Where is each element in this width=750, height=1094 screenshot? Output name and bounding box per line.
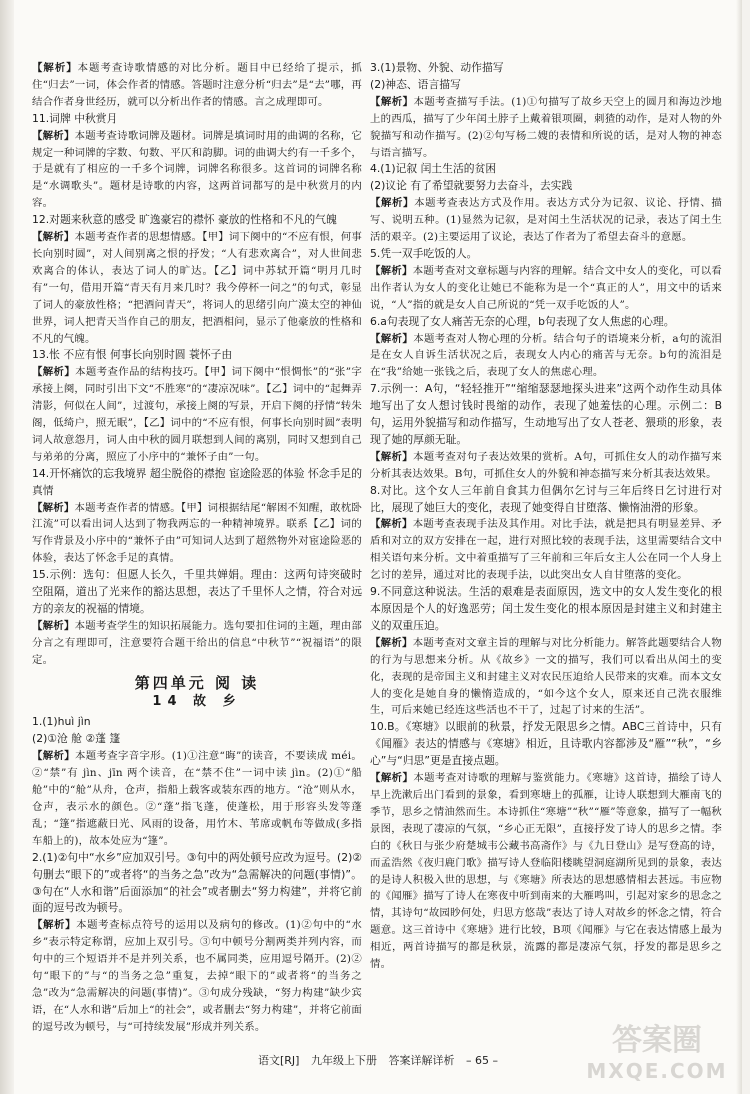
explanation-paragraph: 【解析】本题考查作品的结构技巧。【甲】词下阕中“恨惆怅”的“张”字承接上阕，同时引出下文“不胜寒”的“凄凉况味”。【乙】词中的“起舞弄清影，何似在人间”，过渡句，承接上阕的写景，开启下阕的抒情“转朱阁，低绮户，照无眠”，【乙】词中的“不应有恨，何事长向别时圆”表明词人故意怨月，词人由中秋的圆月联想到人间的离别，同时又想到自己与弟弟的分离，照应了小序中的“兼怀子由”一句。 [32, 366, 362, 463]
explanation-paragraph: 【解析】本题考查对人物心理的分析。结合句子的语境来分析，a句的流泪是在女人自诉生活状况之后，表现女人内心的痛苦与无奈。b句的流泪是在“我”给她一张钱之后，表现了女人的焦虑心理。 [370, 332, 722, 379]
explanation-paragraph: 【解析】本题考查表达方式及作用。表达方式分为记叙、议论、抒情、描写、说明五种。(1)显然为记叙，是对闰土生活状况的记录，表达了闰土生活的艰辛。(2)主要运用了议论，表达了作者为了希望去奋斗的意愿。 [370, 197, 722, 244]
analysis-tag: 【解析】 [32, 231, 75, 244]
watermark-logo-graphic [582, 1012, 732, 1086]
answer-paragraph: 7.示例一：A句，“轻轻推开”“缩缩瑟瑟地探头进来”这两个动作生动具体地写出了女人想讨钱时畏缩的动作，表现了她羞怯的心理。示例二：B句，运用外貌描写和动作描写，生动地写出了女人苍老、猥琐的形象，表现了她的厚颜无耻。 [370, 382, 722, 446]
watermark-logo [582, 1012, 732, 1086]
explanation-paragraph: 【解析】本题考查标点符号的运用以及病句的修改。(1)②句中的“水乡”表示特定称谓，应加上双引号。③句中顿号分割两类并列内容，而句中的三个短语并不是并列关系，也不属同类，应用逗号隔开。(2)②句“眼下的”与“的当务之急”重复，去掉“眼下的”或者将“的当务之急”改为“急需解决的问题(事情)”。③句成分残缺，“努力构建”缺少宾语，在“人水和谐”后加上“的社会”，或者删去“努力构建”，并将它前面的逗号改为顿号，与“可持续发展”形成并列关系。 [32, 919, 362, 1033]
analysis-tag: 【解析】 [32, 750, 76, 763]
analysis-tag: 【解析】 [370, 197, 415, 210]
answer-paragraph: 4.(1)记叙 闰土生活的贫困 [370, 162, 497, 176]
explanation-paragraph: 【解析】本题考查字音字形。(1)①注意“晦”的读音，不要读成 méi。②“禁”有 jìn、jīn 两个读音，在“禁不住”一词中读 jìn。(2)①“船舱”中的“舱”从舟，仓声，指船上载客或装东西的地方。“沧”则从水，仓声，表示水的颜色。②“蓬”指飞蓬，使蓬松，用于形容头发等蓬乱；“篷”指遮蔽日光、风雨的设备，用竹木、苇席或帆布等做成(多指车船上的)，故本处应为“篷”。 [32, 750, 362, 847]
left-answers-lesson [32, 714, 362, 1035]
analysis-tag: 【解析】 [32, 501, 75, 514]
analysis-tag: 【解析】 [370, 95, 414, 108]
answer-paragraph: (2)神态、语言描写 [370, 77, 461, 91]
explanation-paragraph: 【解析】本题考查诗歌情感的对比分析。题目中已经给了提示，抓住“归去”一词，体会作者的情感。答题时注意分析“归去”是“去”哪，再结合作者身世经历，就可以分析出作者的情感。言之成理即可。 [32, 62, 362, 108]
answer-paragraph: 6.a句表现了女人痛苦无奈的心理，b句表现了女人焦虑的心理。 [370, 314, 675, 328]
answer-paragraph: 1.(1)huì jìn [32, 715, 91, 729]
answer-paragraph: 8.对比。这个女人三年前自食其力但偶尔乞讨与三年后终日乞讨进行对比，展现了她巨大的变化，表现了她变得自甘堕落、懒惰油滑的形象。 [370, 483, 722, 514]
answer-paragraph: 12.对题来秋意的感受 旷逸豪宕的襟怀 豪放的性格和不凡的气魄 [32, 213, 337, 227]
watermark-text-bottom: MXQE.COM [586, 1059, 728, 1083]
answer-paragraph: 11.词牌 中秋赏月 [32, 111, 118, 125]
explanation-paragraph: 【解析】本题考查对诗歌的理解与鉴赏能力。《寒塘》这首诗，描绘了诗人早上洗漱后出门看到的景象，看到寒塘上的孤雁，让诗人联想到大雁南飞的季节，思乡之情油然而生。本诗抓住“寒塘”“秋”“雁”等意象，描写了一幅秋景图，表现了凄凉的气氛，“乡心正无限”，直接抒发了诗人的思乡之情。李白的《秋日与张少府楚城韦公藏书高斋作》与《九日登山》是写登高的诗，而孟浩然《夜归鹿门歌》描写诗人登临阳楼眺望洞庭湖所见到的景象，表达的是诗人积极入世的思想，与《寒塘》所表达的思想感情相去甚远。韦应物的《闻雁》描写了诗人在寒夜中听到南来的大雁鸣叫，引起对家乡的思念之情，其诗句“故园眇何处，归思方悠哉”表达了诗人对故乡的怀念之情，符合题意。这三首诗中《寒塘》进行比较，B项《闻雁》与它在表达情感上最为相近，两首诗描写的都是秋景，流露的都是凄凉气氛，抒发的都是思乡之情。 [370, 772, 722, 971]
analysis-tag: 【解析】 [370, 636, 413, 649]
explanation-paragraph: 【解析】本题考查对文章标题与内容的理解。结合文中女人的变化，可以看出作者认为女人的变化让她已不能称为是一个“真正的人”，用文中的话来说，“人”指的就是女人自己所说的“凭一双手吃饭的人”。 [370, 264, 722, 311]
footer-page-number: – 65 – [465, 1054, 498, 1067]
document-page [14, 0, 742, 1094]
explanation-paragraph: 【解析】本题考查学生的知识拓展能力。选句要扣住词的主题，理由部分言之有理即可，注意要符合题干给出的信息“中秋节”“祝福语”的限定。 [32, 619, 362, 666]
analysis-tag: 【解析】 [32, 366, 76, 379]
answer-paragraph: 3.(1)景物、外貌、动作描写 [370, 61, 504, 74]
footer-subject: 语文[RJ] [258, 1054, 300, 1067]
explanation-paragraph: 【解析】本题考查作者的情感。【甲】词根据结尾“解困不知醒，敢枕卧江流”可以看出词人达到了物我两忘的一种精神境界。联系【乙】词的写作背景及小序中的“兼怀子由”可知词人达到了超然物外对宦途险恶的体验，表达了怀念手足的真情。 [32, 501, 362, 565]
footer-grade: 九年级上下册 [310, 1054, 377, 1067]
analysis-tag: 【解析】 [370, 518, 413, 531]
answer-paragraph: 10.B。《寒塘》以眼前的秋景，抒发无限思乡之情。ABC三首诗中，只有《闻雁》表达的情感与《寒塘》相近，且诗歌内容都涉及“雁”“秋”，“乡心”与“归思”更是直接点题。 [370, 720, 722, 768]
footer-book: 答案详解详析 [388, 1054, 455, 1067]
answer-paragraph: 5.凭一双手吃饭的人。 [370, 246, 478, 260]
explanation-paragraph: 【解析】本题考查描写手法。(1)①句描写了故乡天空上的圆月和海边沙地上的西瓜，描写了少年闰土脖子上戴着银项圈，刺猹的动作，是对人物的外貌描写和动作描写。(2)②句写杨二嫂的表情和所说的话，是对人物的神态与语言描写。 [370, 95, 722, 159]
analysis-tag: 【解析】 [370, 772, 414, 785]
answer-paragraph: 13.怅 不应有恨 何事长向别时圆 蓑怀子由 [32, 348, 233, 362]
answer-paragraph: 14.开怀痛饮的忘我境界 超尘脱俗的襟抱 宦途险恶的体验 怀念手足的真情 [32, 466, 362, 497]
lesson-title: 14 故 乡 [152, 693, 242, 709]
right-column [370, 60, 722, 973]
watermark-text-top: 答案圈 [612, 1023, 702, 1058]
answer-paragraph: (2)①沧 舱 ②蓬 篷 [32, 732, 121, 746]
analysis-tag: 【解析】 [32, 619, 75, 632]
answer-paragraph: 15.示例：选句：但愿人长久，千里共婵娟。理由：这两句诗突破时空阻隔，道出了光来作的豁达思想，表达了千里怀人之情，符合对远方的亲友的祝福的情境。 [32, 568, 362, 615]
analysis-tag: 【解析】 [370, 264, 413, 277]
analysis-tag: 【解析】 [32, 62, 78, 74]
scan-shadow [0, 0, 14, 1094]
left-answers-poetry [32, 60, 362, 669]
left-column [32, 60, 362, 1036]
analysis-tag: 【解析】 [32, 919, 77, 932]
answer-paragraph: 9.不同意这种说法。生活的艰难是表面原因，选文中的女人发生变化的根本原因是个人的好逸恶劳；闰土发生变化的根本原因是封建主义和封建主义的双重压迫。 [370, 585, 722, 632]
explanation-paragraph: 【解析】本题考查表现手法及其作用。对比手法，就是把具有明显差异、矛盾和对立的双方安排在一起，进行对照比较的表现手法，这里需要结合文中相关语句来分析。文中着重描写了三年前和三年后女主人公在同一个人身上乞讨的差异，通过对比的表现手法，以此突出女人自甘堕落的变化。 [370, 518, 722, 582]
analysis-tag: 【解析】 [32, 129, 75, 142]
explanation-paragraph: 【解析】本题考查作者的思想情感。【甲】词下阕中的“不应有恨，何事长向别时圆”，对人间别离之恨的抒发；“人有悲欢离合”，对人世间悲欢离合的体认，表达了词人的旷达。【乙】词中苏轼开篇“明月几时有”一句，借用开篇“青天有月来几时？我今停杯一问之”的句式，彰显了词人的豪放性格；“把酒问青天”，将词人的思绪引向广漠太空的神仙世界，词人把青天当作自己的朋友，把酒相问，显示了他豪放的性格和不凡的气魄。 [32, 231, 362, 345]
answer-paragraph: (2)议论 有了希望就要努力去奋斗，去实践 [370, 179, 573, 193]
answer-paragraph: 2.(1)②句中“水乡”应加双引号。③句中的两处顿号应改为逗号。(2)②句删去“眼下的”或者将“的当务之急”改为“急需解决的问题(事情)”。③句在“人水和谐”后面添加“的社会”或者删去“努力构建”，并将它前面的逗号改为顿号。 [32, 850, 362, 915]
analysis-tag: 【解析】 [370, 450, 414, 463]
unit-title: 第四单元 阅 读 [134, 673, 260, 692]
explanation-paragraph: 【解析】本题考查对句子表达效果的赏析。A句，可抓住女人的动作描写来分析其表达效果。B句，可抓住女人的外貌和神态描写来分析其表达效果。 [370, 450, 722, 480]
explanation-paragraph: 【解析】本题考查对文章主旨的理解与对比分析能力。解答此题要结合人物的行为与思想来分析。从《故乡》一文的描写，我们可以看出从闰土的变化，表现的是帝国主义和封建主义对农民压迫给人民带来的灾难。而本文女人的变化是她自身的懒惰造成的，“如今这个女人，原来还自己洗衣服维生，可后来她已经连这些活也不干了，过起了讨来的生活”。 [370, 636, 722, 717]
analysis-tag: 【解析】 [370, 332, 414, 345]
right-edge-shadow [736, 0, 742, 1094]
explanation-paragraph: 【解析】本题考查诗歌词牌及题材。词牌是填词时用的曲调的名称，它规定一种词牌的字数、句数、平仄和韵脚。词的曲调大约有一千多个，于是就有了相应的一千多个词牌，词牌名称很多。这首词的词牌名称是“水调歌头”。题材是诗歌的内容，这两首词都写的是中秋赏月的内容。 [32, 129, 362, 210]
